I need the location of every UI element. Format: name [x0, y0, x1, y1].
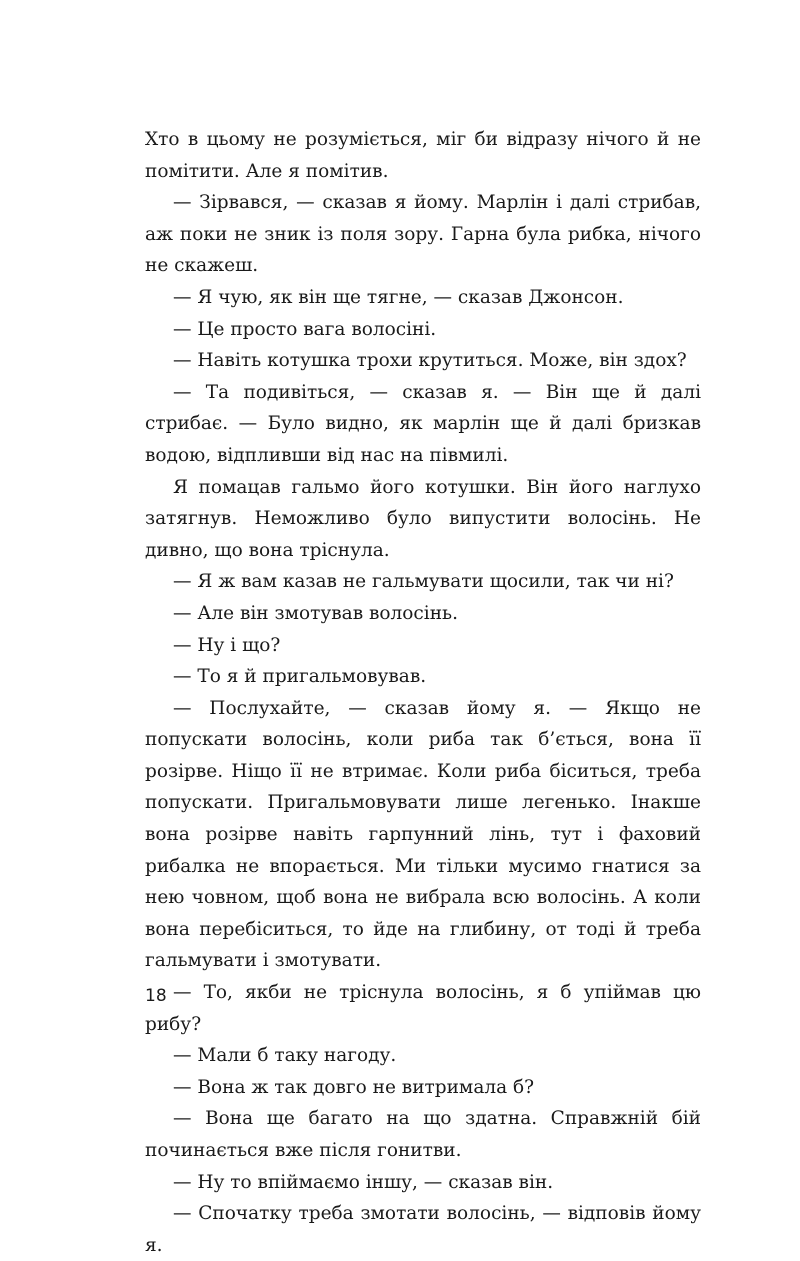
paragraph: Хто в цьому не розуміється, міг би відразу нічого й не помітити. Але я помітив. [145, 129, 701, 182]
paragraph: — Мали б таку нагоду. [173, 1045, 397, 1067]
paragraph: — Ну то впіймаємо іншу, — сказав він. [173, 1171, 554, 1193]
paragraph: — Але він змотував волосінь. [173, 602, 458, 624]
paragraph: — То я й пригальмовував. [173, 666, 427, 688]
paragraph: — Ну і що? [173, 634, 281, 656]
paragraph: — Послухайте, — сказав йому я. — Якщо не попускати волосінь, коли риба так б’ється, вона її розірве. Ніщо її не втримає. Коли риба біситься, треба попускати. Пригальмовувати лише легенько. Інакше вона розірве навіть гарпунний лінь, тут і фаховий рибалка не впорається. Ми тільки мусимо гнатися за нею човном, щоб вона не вибрала всю волосінь. А коли вона перебіситься, то йде на глибину, от тоді й треба гальмувати і змотувати. [145, 697, 701, 972]
paragraph: — Спочатку треба змотати волосінь, — відповів йому я. [145, 1203, 701, 1256]
paragraph: — Зірвався, — сказав я йому. Марлін і далі стрибав, аж поки не зник із поля зору. Гарна була рибка, нічого не скажеш. [145, 192, 701, 277]
page-number: 18 [145, 986, 167, 1006]
paragraph: — Вона ж так довго не витримала б? [173, 1076, 535, 1098]
paragraph: — Та подивіться, — сказав я. — Він ще й далі стрибає. — Було видно, як марлін ще й далі бризкав водою, відпливши від нас на півмилі. [145, 381, 701, 466]
paragraph: — Я чую, як він ще тягне, — сказав Джонсон. [173, 286, 624, 308]
paragraph: — Вона ще багато на що здатна. Справжній бій починається вже після гонитви. [145, 1108, 701, 1161]
paragraph: — Це просто вага волосіні. [173, 318, 437, 340]
paragraph: — То, якби не тріснула волосінь, я б упіймав цю рибу? [145, 982, 701, 1035]
paragraph: Я помацав гальмо його котушки. Він його наглухо затягнув. Неможливо було випустити волосінь. Не дивно, що вона тріснула. [145, 476, 701, 561]
paragraph: — Я ж вам казав не гальмувати щосили, так чи ні? [173, 571, 674, 593]
body-text [145, 124, 701, 1261]
paragraph: — Навіть котушка трохи крутиться. Може, він здох? [173, 350, 687, 372]
